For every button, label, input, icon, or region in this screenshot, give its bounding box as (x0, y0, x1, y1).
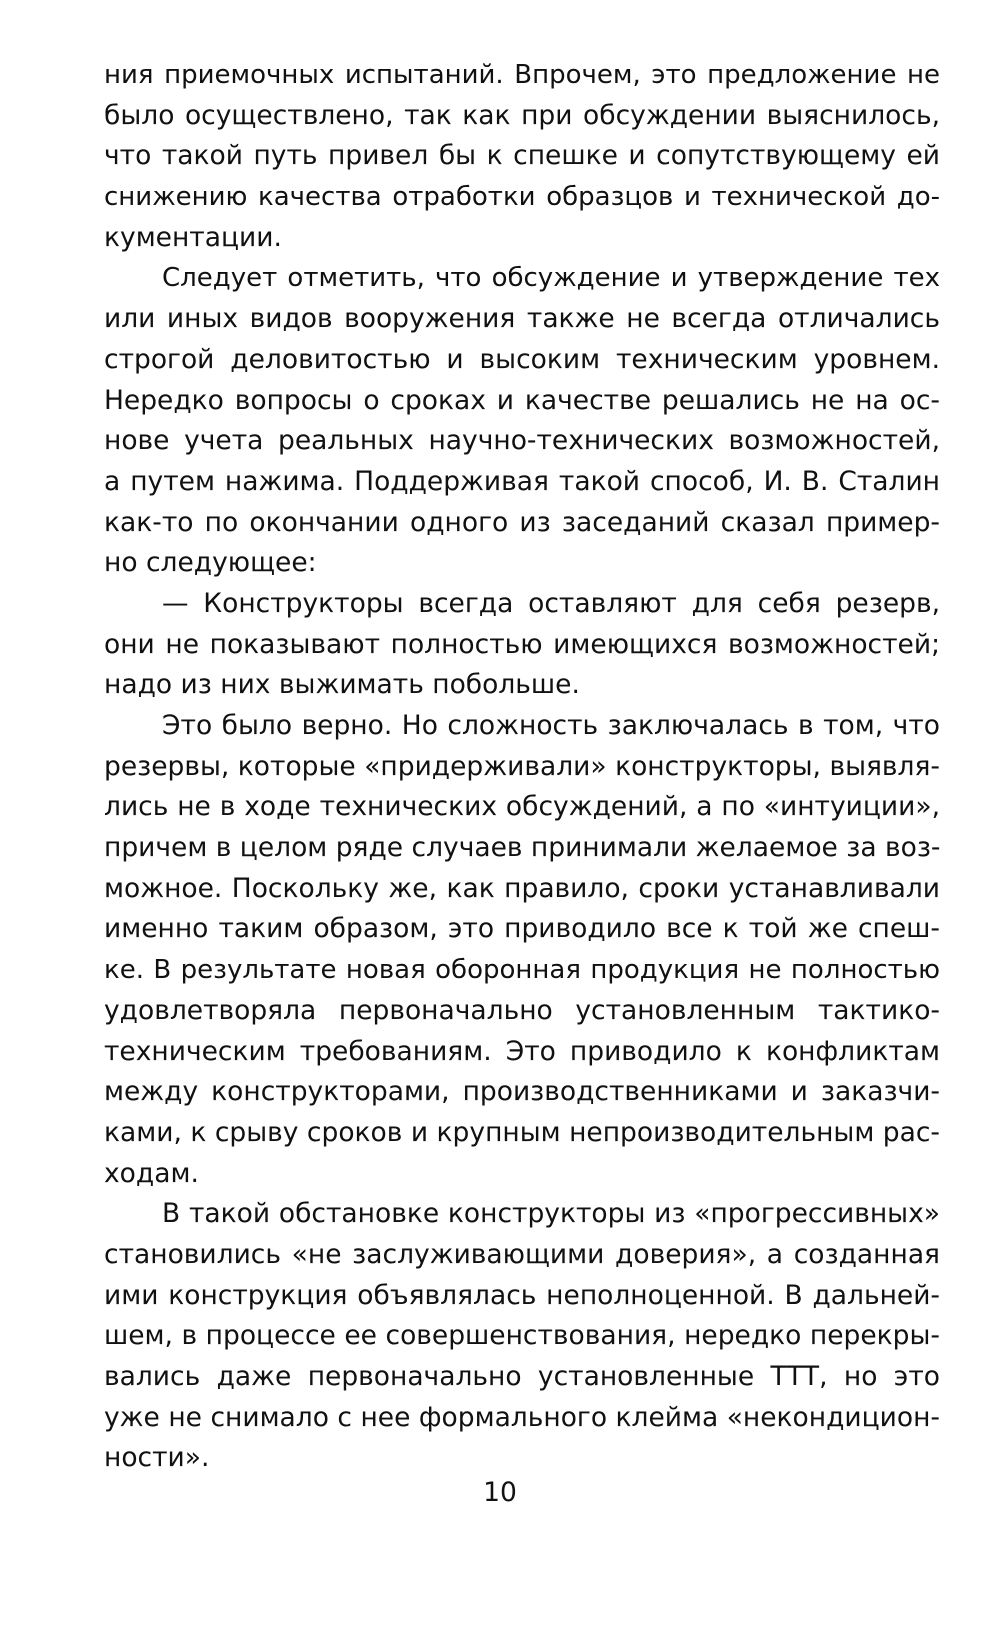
paragraph-first-line: — Конструкторы всегда оставляют для себя резерв, (162, 587, 940, 619)
text-line: кументации. (104, 221, 282, 253)
text-line: причем в целом ряде случаев принимали желаемое за воз- (104, 832, 941, 864)
text-line: было осуществлено, так как при обсуждении выяснилось, (104, 99, 940, 131)
text-line: можное. Поскольку же, как правило, сроки устанавливали (104, 872, 940, 904)
text-line: но следующее: (104, 547, 317, 579)
text-line: между конструкторами, производственниками и заказчи- (104, 1076, 940, 1108)
text-line: строгой деловитостью и высоким техническим уровнем. (104, 343, 940, 375)
paragraph-first-line: Это было верно. Но сложность заключалась в том, что (162, 710, 940, 741)
text-line: ния приемочных испытаний. Впрочем, это предложение не (104, 60, 940, 90)
text-line: что такой путь привел бы к спешке и сопутствующему ей (104, 140, 940, 172)
text-line: они не показывают полностью имеющихся возможностей; (104, 628, 940, 660)
text-line: вались даже первоначально установленные ТТТ, но это (104, 1361, 940, 1392)
text-line: как-то по окончании одного из заседаний сказал пример- (104, 506, 940, 538)
text-line: шем, в процессе ее совершенствования, нередко перекры- (104, 1320, 940, 1352)
paragraph-first-line: В такой обстановке конструкторы из «прогрессивных» (162, 1198, 940, 1230)
text-line: снижению качества отработки образцов и технической до- (104, 182, 940, 213)
text-line: ходам. (104, 1157, 199, 1189)
text-line: Нередко вопросы о сроках и качестве решались не на ос- (104, 384, 940, 416)
text-line: уже не снимало с нее формального клейма «некондицион- (104, 1401, 940, 1433)
text-line: резервы, которые «придерживали» конструкторы, выявля- (104, 750, 940, 782)
text-line: а путем нажима. Поддерживая такой способ, И. В. Сталин (104, 465, 940, 497)
text-line: именно таким образом, это приводило все к той же спеш- (104, 913, 940, 945)
text-line: становились «не заслуживающими доверия», а созданная (104, 1238, 940, 1270)
text-line: техническим требованиям. Это приводило к конфликтам (104, 1035, 940, 1067)
text-line: ими конструкция объявлялась неполноценной. В дальней- (104, 1279, 940, 1311)
text-line: ности». (104, 1442, 210, 1474)
text-line: удовлетворяла первоначально установленным тактико- (104, 994, 940, 1026)
text-line: ке. В результате новая оборонная продукция не полностью (104, 955, 940, 986)
text-line: надо из них выжимать побольше. (104, 669, 580, 701)
page-number: 10 (483, 1477, 517, 1508)
text-line: ками, к срыву сроков и крупным непроизводительным рас- (104, 1116, 940, 1148)
text-line: или иных видов вооружения также не всегда отличались (104, 303, 940, 335)
page-body (104, 55, 940, 1479)
text-line: нове учета реальных научно-технических возможностей, (104, 425, 940, 457)
paragraph-first-line: Следует отметить, что обсуждение и утверждение тех (162, 263, 940, 294)
text-line: лись не в ходе технических обсуждений, а по «интуиции», (104, 791, 940, 823)
